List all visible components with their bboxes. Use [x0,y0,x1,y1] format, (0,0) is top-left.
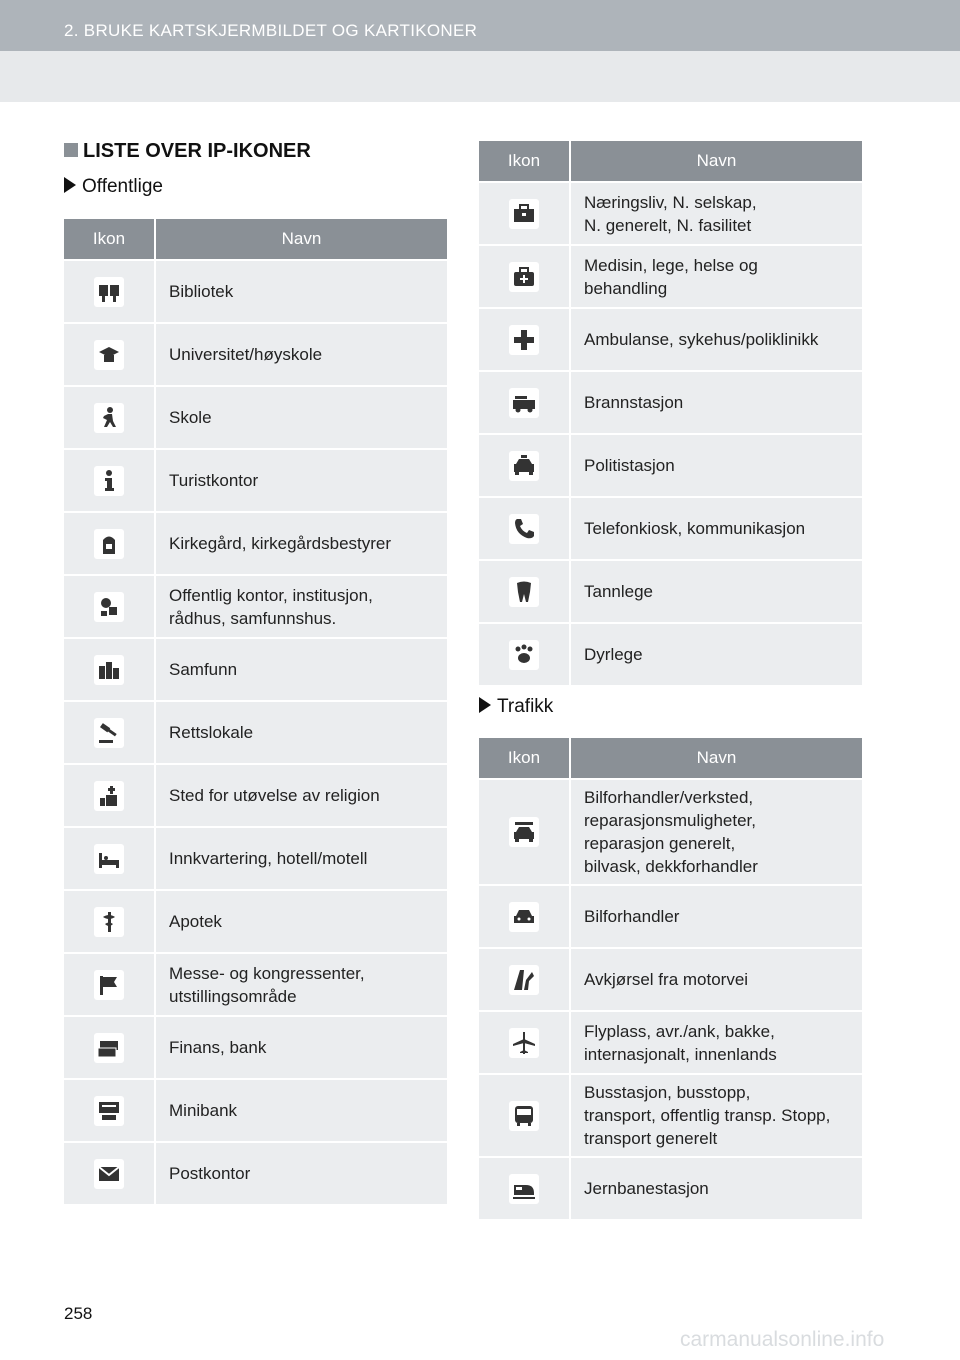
icon-cell [479,371,570,434]
icon-name: Universitet/høyskole [155,323,447,386]
icon-name: Medisin, lege, helse og behandling [570,245,862,308]
icon-name: Busstasjon, busstopp, transport, offentlig transp. Stopp, transport generelt [570,1074,862,1157]
medical-bag-icon [509,262,539,292]
icon-name: Postkontor [155,1142,447,1205]
icon-name: Bilforhandler [570,885,862,948]
table-row [479,885,862,948]
train-icon [509,1174,539,1204]
table-row [64,449,447,512]
icon-cell [479,623,570,686]
cross-icon [509,325,539,355]
icon-cell [479,885,570,948]
table-row [479,779,862,885]
table-row [479,560,862,623]
car-repair-icon [509,817,539,847]
phone-icon [509,514,539,544]
icon-name: Offentlig kontor, institusjon, rådhus, samfunnshus. [155,575,447,638]
table-row [64,764,447,827]
icon-name: Kirkegård, kirkegårdsbestyrer [155,512,447,575]
table-row [479,245,862,308]
icon-cell [64,386,155,449]
icon-cell [479,1074,570,1157]
icon-cell [479,779,570,885]
table-row [64,827,447,890]
airplane-icon [509,1028,539,1058]
icon-name: Bilforhandler/verksted, reparasjonsmuligheter, reparasjon generelt, bilvask, dekkforhandler [570,779,862,885]
icon-name: Bibliotek [155,260,447,323]
table-row [64,260,447,323]
icon-cell [64,764,155,827]
icon-name: Næringsliv, N. selskap, N. generelt, N. fasilitet [570,182,862,245]
table-row [479,1011,862,1074]
subsection-trafikk-title: Trafikk [497,696,554,717]
table-row [64,890,447,953]
section-title [64,140,311,163]
column-header-icon: Ikon [479,141,570,182]
icon-name: Brannstasjon [570,371,862,434]
header-band [0,51,960,102]
icon-cell [64,827,155,890]
icon-name: Apotek [155,890,447,953]
column-header-icon: Ikon [64,219,155,260]
icon-cell [64,1079,155,1142]
atm-icon [94,1096,124,1126]
table-row [64,638,447,701]
table-row [479,1074,862,1157]
icon-name: Messe- og kongressenter, utstillingsområde [155,953,447,1016]
table-row [64,575,447,638]
icon-cell [479,434,570,497]
icon-name: Turistkontor [155,449,447,512]
table-row [479,371,862,434]
exhibition-flag-icon [94,970,124,1000]
icon-cell [479,1011,570,1074]
table-row [479,1157,862,1220]
icon-cell [64,512,155,575]
icon-cell [479,245,570,308]
table-row [64,1142,447,1205]
school-child-icon [94,403,124,433]
table-row [64,386,447,449]
icon-name: Finans, bank [155,1016,447,1079]
icon-cell [479,497,570,560]
icon-cell [64,701,155,764]
icon-cell [479,1157,570,1220]
icon-cell [64,575,155,638]
subsection-offentlige-title: Offentlige [82,176,163,197]
icon-cell [479,560,570,623]
subsection-offentlige [64,176,163,198]
table-row [64,701,447,764]
icon-cell [64,1142,155,1205]
car-icon [509,902,539,932]
icon-name: Innkvartering, hotell/motell [155,827,447,890]
icon-name: Minibank [155,1079,447,1142]
table-row [64,512,447,575]
column-header-name: Navn [570,738,862,779]
table-row [479,497,862,560]
icon-name: Rettslokale [155,701,447,764]
icon-cell [64,1016,155,1079]
table-row [64,1079,447,1142]
info-icon [94,466,124,496]
icon-cell [64,890,155,953]
icon-name: Avkjørsel fra motorvei [570,948,862,1011]
table-row [479,308,862,371]
gravestone-icon [94,529,124,559]
graduation-cap-icon [94,340,124,370]
icon-cell [64,638,155,701]
icon-cell [64,260,155,323]
icon-cell [64,323,155,386]
table-offentlige-continued [479,141,862,687]
triangle-bullet-icon [64,177,76,193]
bus-icon [509,1101,539,1131]
section-title-text: LISTE OVER IP-IKONER [83,140,311,162]
paw-icon [509,640,539,670]
table-row [479,623,862,686]
icon-name: Dyrlege [570,623,862,686]
chapter-title: 2. BRUKE KARTSKJERMBILDET OG KARTIKONER [64,21,478,40]
icon-cell [64,953,155,1016]
pharmacy-icon [94,907,124,937]
table-trafikk [479,738,862,1221]
money-icon [94,1033,124,1063]
gavel-icon [94,718,124,748]
envelope-icon [94,1159,124,1189]
table-row [64,953,447,1016]
triangle-bullet-icon [479,697,491,713]
motorway-exit-icon [509,965,539,995]
fire-truck-icon [509,388,539,418]
column-header-name: Navn [155,219,447,260]
table-row [64,1016,447,1079]
icon-name: Politistasjon [570,434,862,497]
library-icon [94,277,124,307]
square-bullet-icon [64,143,78,157]
table-row [479,948,862,1011]
icon-name: Telefonkiosk, kommunikasjon [570,497,862,560]
icon-name: Skole [155,386,447,449]
community-icon [94,655,124,685]
table-row [64,323,447,386]
chapter-header-bar [0,0,960,51]
icon-name: Jernbanestasjon [570,1157,862,1220]
page-number: 258 [64,1304,93,1323]
bed-icon [94,844,124,874]
tooth-icon [509,577,539,607]
icon-name: Sted for utøvelse av religion [155,764,447,827]
icon-name: Samfunn [155,638,447,701]
briefcase-icon [509,199,539,229]
icon-cell [479,948,570,1011]
icon-name: Flyplass, avr./ank, bakke, internasjonalt, innenlands [570,1011,862,1074]
icon-cell [479,182,570,245]
police-car-icon [509,451,539,481]
subsection-trafikk [479,696,553,718]
icon-cell [64,449,155,512]
icon-cell [479,308,570,371]
icon-name: Tannlege [570,560,862,623]
column-header-name: Navn [570,141,862,182]
table-offentlige [64,219,447,1206]
table-row [479,182,862,245]
table-row [479,434,862,497]
religion-icon [94,781,124,811]
column-header-icon: Ikon [479,738,570,779]
public-office-icon [94,592,124,622]
watermark: carmanualsonline.info [680,1328,885,1351]
icon-name: Ambulanse, sykehus/poliklinikk [570,308,862,371]
